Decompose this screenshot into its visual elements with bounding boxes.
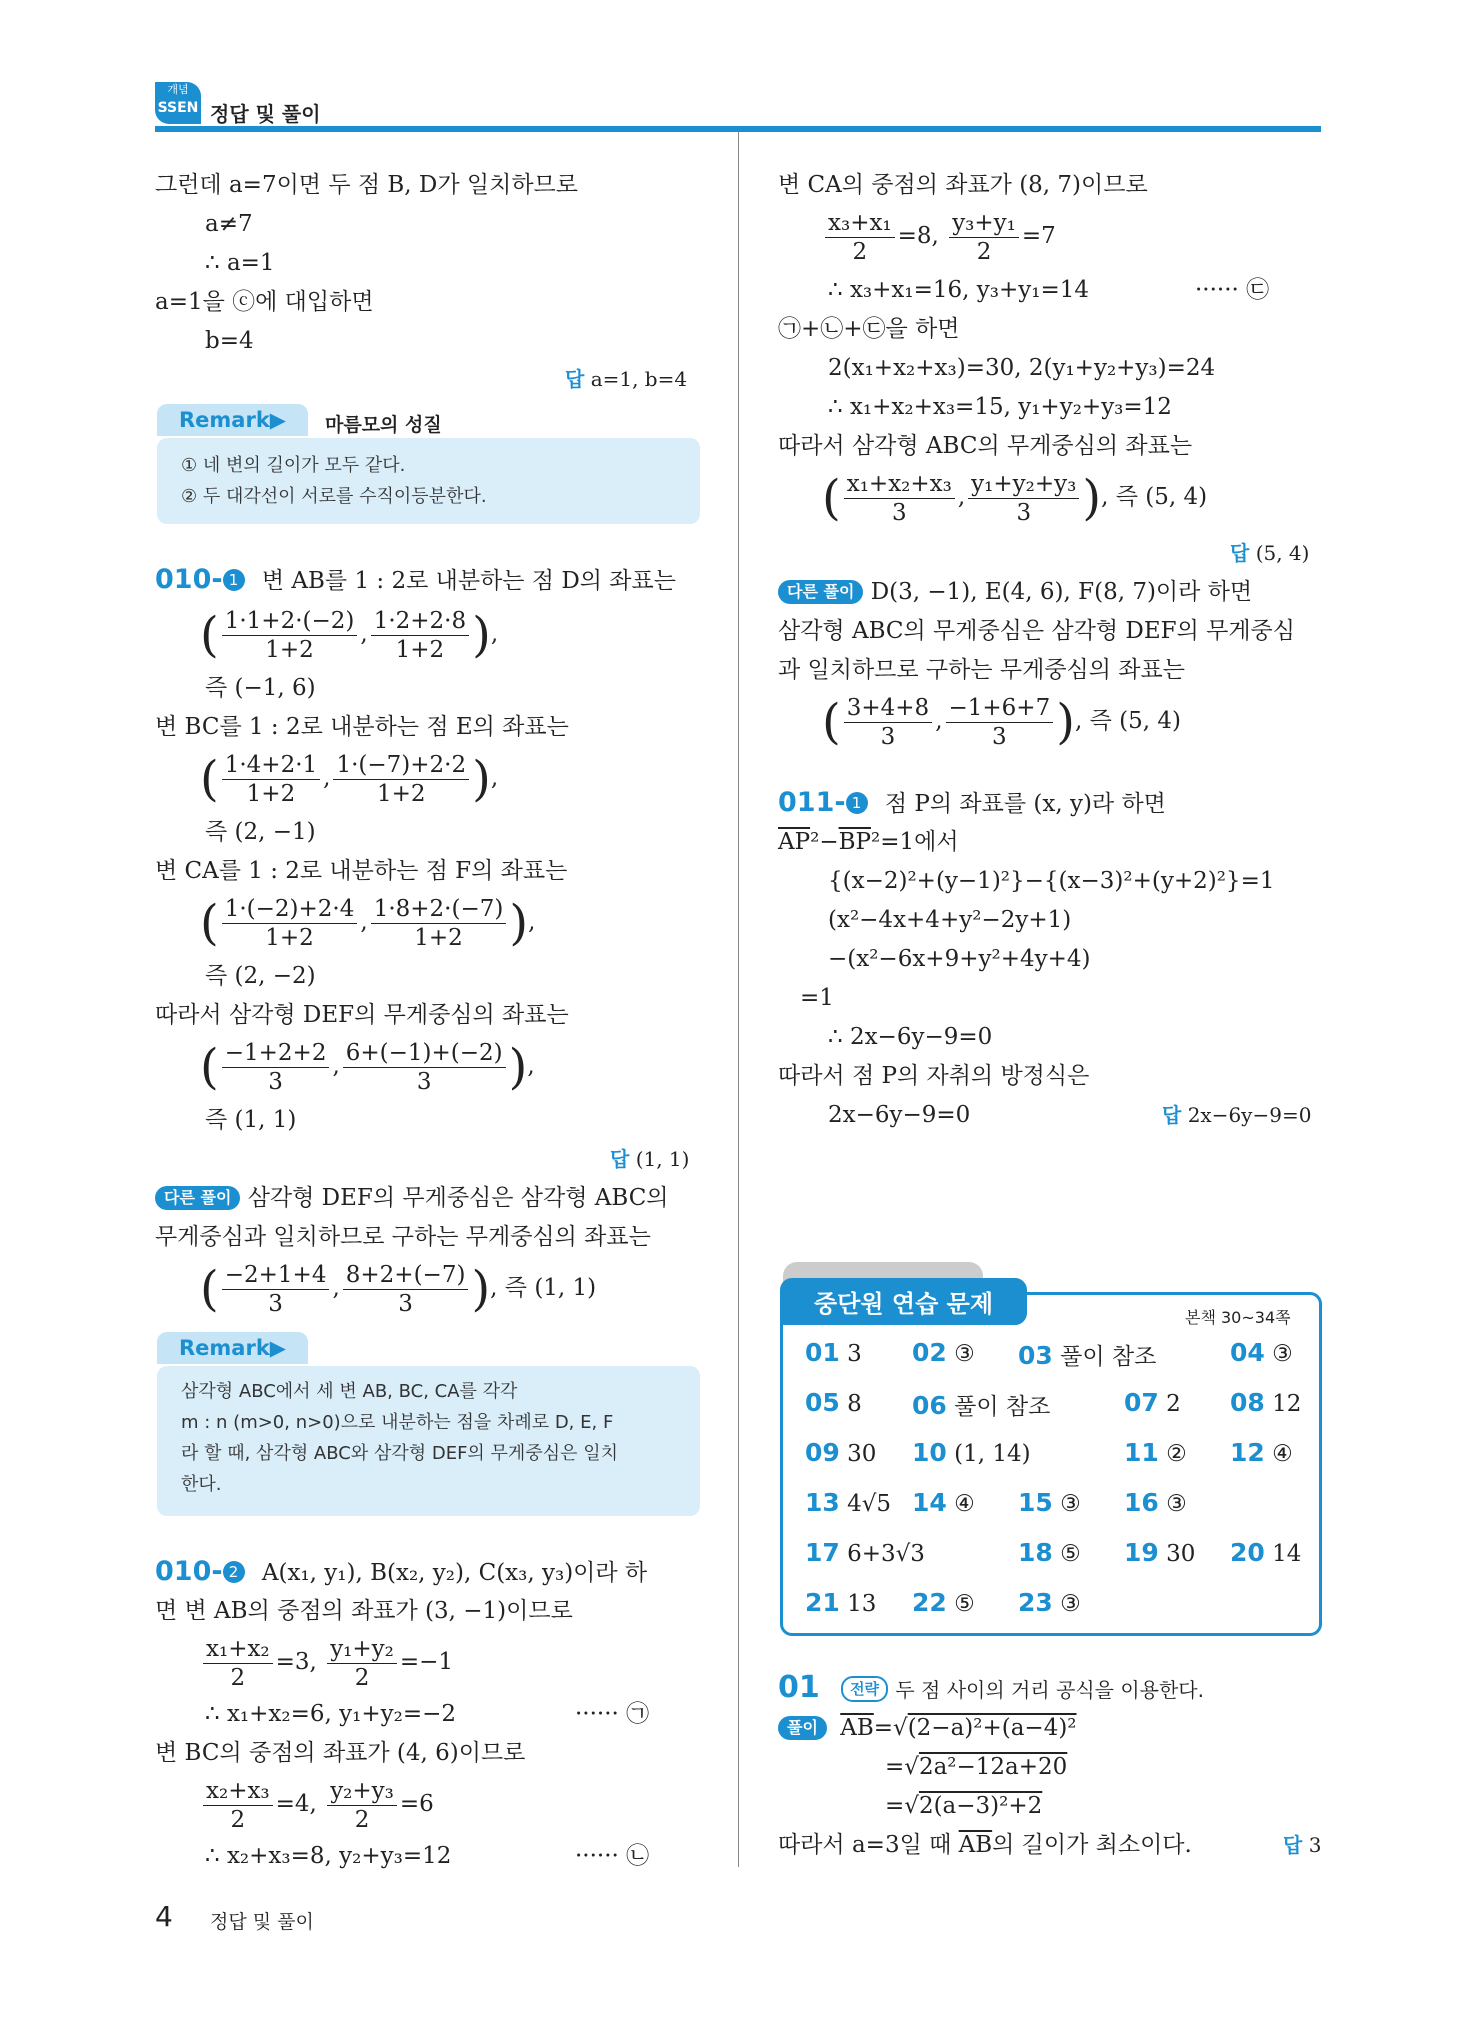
practice-item-number: 22 (912, 1588, 947, 1617)
practice-item-answer: 6+3√3 (839, 1541, 925, 1567)
problem-010-2-heading (155, 1557, 647, 1588)
page-number: 4 (155, 1900, 173, 1933)
question-number: 01 (778, 1670, 820, 1705)
answer-line (1230, 538, 1309, 568)
practice-item-number: 07 (1124, 1388, 1159, 1417)
number-circle-icon: 1 (846, 792, 868, 814)
practice-title: 중단원 연습 문제 (780, 1278, 1027, 1325)
practice-answer-item (1018, 1488, 1081, 1517)
text-line: 따라서 삼각형 DEF의 무게중심의 좌표는 (155, 1002, 569, 1028)
practice-item-number: 05 (805, 1388, 840, 1417)
text-line: ∴ 2x−6y−9=0 (828, 1024, 993, 1050)
number-circle-icon: 1 (223, 569, 245, 591)
practice-answer-item (912, 1588, 975, 1617)
practice-item-number: 19 (1124, 1538, 1159, 1567)
answer-icon: 답 (1283, 1833, 1303, 1857)
text-line: b=4 (205, 328, 254, 354)
text-line: ㉠+㉡+㉢을 하면 (778, 316, 960, 342)
problem-intro: A(x₁, y₁), B(x₂, y₂), C(x₃, y₃)이라 하 (261, 1560, 648, 1586)
practice-answer-item (912, 1338, 975, 1367)
practice-answer-item (912, 1438, 1031, 1467)
practice-answer-item (805, 1388, 862, 1417)
practice-item-number: 06 (912, 1391, 947, 1420)
coord-expr-f: ( $\frac{1\cdot(-2)+2\cdot 4}{1+2}$ , $\frac{1\cdot 8+2\cdot(-7)}{1+2}$ ), (200, 895, 536, 951)
remark-item: m : n (m>0, n>0)으로 내분하는 점을 차례로 D, E, F (181, 1412, 614, 1433)
alt-solution-line (778, 577, 1252, 607)
practice-answer-item (1124, 1388, 1181, 1417)
answer-value: (1, 1) (635, 1147, 690, 1171)
practice-answer-item (1124, 1538, 1195, 1567)
text-line: (x²−4x+4+y²−2y+1) (828, 907, 1072, 933)
answer-value: 2x−6y−9=0 (1187, 1103, 1312, 1127)
answer-line (565, 364, 687, 394)
equation-tag: ······ ㉡ (575, 1843, 650, 1869)
practice-item-answer: 풀이 참조 (1052, 1344, 1157, 1370)
practice-item-number: 18 (1018, 1538, 1053, 1567)
alt-text: 삼각형 DEF의 무게중심은 삼각형 ABC의 (247, 1185, 669, 1211)
problem-intro: 점 P의 좌표를 (x, y)라 하면 (884, 791, 1166, 817)
practice-item-answer: 30 (839, 1441, 877, 1467)
answer-value: (5, 4) (1255, 541, 1310, 565)
midpoint-eq-bc: $\frac{\text{x₂+x₃}}{2}$ =4, $\frac{\text{y₂+y₃}}{2}$ =6 (200, 1774, 434, 1834)
text-line: 삼각형 ABC의 무게중심은 삼각형 DEF의 무게중심 (778, 618, 1295, 644)
text-line: −(x²−6x+9+y²+4y+4) (828, 946, 1091, 972)
remark-item: 한다. (181, 1474, 222, 1495)
practice-answer-item (1124, 1488, 1187, 1517)
remark-box-1 (157, 408, 700, 524)
answer-value: 3 (1308, 1833, 1322, 1857)
text-line: 변 BC를 1 : 2로 내분하는 점 E의 좌표는 (155, 714, 569, 740)
practice-item-answer: 30 (1158, 1541, 1196, 1567)
practice-answer-item (1018, 1338, 1156, 1371)
practice-answer-item (1018, 1588, 1081, 1617)
q01-heading (778, 1670, 1204, 1705)
solution-badge: 풀이 (778, 1716, 827, 1740)
practice-item-answer: ② (1158, 1441, 1187, 1467)
result-line: 즉 (2, −1) (205, 819, 316, 845)
practice-answer-item (805, 1338, 862, 1367)
practice-answer-item (805, 1588, 876, 1617)
solution-line-1: 풀이 $\overline{AB}=√(2-a)^2+(a-4)^2$ (778, 1713, 1077, 1743)
text-line: a≠7 (205, 211, 253, 237)
practice-answer-item (1018, 1538, 1081, 1567)
practice-item-answer: 2 (1158, 1391, 1181, 1417)
practice-item-number: 17 (805, 1538, 840, 1567)
remark-title: 마름모의 성질 (325, 414, 442, 436)
equation-tag: ······ ㉠ (575, 1701, 650, 1727)
practice-answer-item (912, 1388, 1050, 1421)
result-line: 즉 (2, −2) (205, 963, 316, 989)
coord-expr-alt: ( $\frac{3+4+8}{3}$ , $\frac{-1+6+7}{3}$ ), 즉 (5, 4) (822, 694, 1181, 750)
practice-answer-item (805, 1488, 891, 1517)
coord-expr-alt: ( $\frac{-2+1+4}{3}$ , $\frac{8+2+(-7)}{3}$ ), 즉 (1, 1) (200, 1261, 597, 1317)
practice-item-answer: ④ (946, 1491, 975, 1517)
strategy-text: 두 점 사이의 거리 공식을 이용한다. (895, 1678, 1204, 1702)
answer-line (1283, 1830, 1321, 1860)
practice-answer-item (1230, 1438, 1293, 1467)
text-line: 면 변 AB의 중점의 좌표가 (3, −1)이므로 (155, 1598, 573, 1624)
text-line: ∴ a=1 (205, 250, 275, 276)
problem-011-1-heading (778, 788, 1166, 819)
answer-icon: 답 (610, 1147, 630, 1171)
alt-text: D(3, −1), E(4, 6), F(8, 7)이라 하면 (870, 579, 1253, 605)
equation-tag: ······ ㉢ (1195, 277, 1270, 303)
practice-item-number: 14 (912, 1488, 947, 1517)
practice-item-answer: 14 (1264, 1541, 1302, 1567)
practice-item-number: 02 (912, 1338, 947, 1367)
text-line: 변 CA의 중점의 좌표가 (8, 7)이므로 (778, 172, 1148, 198)
conclusion-line: 따라서 a=3일 때 $\overline{AB}$의 길이가 최소이다. (778, 1832, 1192, 1858)
alt-solution-badge: 다른 풀이 (778, 580, 863, 604)
result-line: 즉 (−1, 6) (205, 675, 316, 701)
practice-item-answer: 13 (839, 1591, 877, 1617)
practice-item-number: 12 (1230, 1438, 1265, 1467)
practice-item-number: 03 (1018, 1341, 1053, 1370)
logo-bottom: SSEN (157, 100, 199, 116)
problem-number: 010- (155, 564, 223, 595)
practice-item-answer: 3 (839, 1341, 862, 1367)
answer-value: a=1, b=4 (590, 367, 688, 391)
practice-item-answer: ③ (946, 1341, 975, 1367)
practice-item-number: 20 (1230, 1538, 1265, 1567)
text-line: 따라서 점 P의 자취의 방정식은 (778, 1063, 1090, 1089)
coord-expr-e: ( $\frac{1\cdot 4+2\cdot 1}{1+2}$ , $\frac{1\cdot(-7)+2\cdot 2}{1+2}$ ), (200, 751, 499, 807)
result-line: ∴ x₃+x₁=16, y₃+y₁=14 (828, 277, 1089, 303)
practice-item-answer: ⑤ (946, 1591, 975, 1617)
solution-line-2: =√2a²−12a+20 (885, 1754, 1068, 1780)
answer-line (610, 1144, 689, 1174)
alt-solution-line (155, 1183, 669, 1213)
practice-answer-item (1230, 1338, 1293, 1367)
text-line: 2(x₁+x₂+x₃)=30, 2(y₁+y₂+y₃)=24 (828, 355, 1216, 381)
answer-icon: 답 (1162, 1103, 1182, 1127)
practice-answer-item (1230, 1538, 1301, 1567)
text-line: =1 (800, 985, 834, 1011)
midpoint-eq-ca: $\frac{\text{x₃+x₁}}{2}$ =8, $\frac{\text{y₃+y₁}}{2}$ =7 (822, 206, 1056, 266)
practice-answer-item (805, 1438, 876, 1467)
remark-tab: Remark▶ (157, 404, 308, 436)
practice-item-number: 21 (805, 1588, 840, 1617)
answer-icon: 답 (1230, 541, 1250, 565)
text-line: $\overline{AP}^2-\overline{BP}^2=1$에서 (778, 829, 959, 855)
result-line: ∴ x₁+x₂=6, y₁+y₂=−2 (205, 1701, 457, 1727)
practice-item-number: 01 (805, 1338, 840, 1367)
header-logo (155, 82, 201, 124)
logo-top: 개념 (167, 83, 189, 96)
strategy-badge: 전략 (841, 1676, 888, 1702)
practice-item-answer: 12 (1264, 1391, 1302, 1417)
text-line: 변 BC의 중점의 좌표가 (4, 6)이므로 (155, 1740, 526, 1766)
midpoint-eq-ab: $\frac{\text{x₁+x₂}}{2}$ =3, $\frac{\text{y₁+y₂}}{2}$ =−1 (200, 1632, 453, 1692)
practice-answer-item (1124, 1438, 1187, 1467)
practice-item-number: 13 (805, 1488, 840, 1517)
header-title: 정답 및 풀이 (210, 102, 321, 126)
practice-item-number: 09 (805, 1438, 840, 1467)
practice-item-number: 15 (1018, 1488, 1053, 1517)
practice-item-answer: 8 (839, 1391, 862, 1417)
text-line: 변 CA를 1 : 2로 내분하는 점 F의 좌표는 (155, 858, 568, 884)
answer-line (1162, 1100, 1311, 1130)
practice-item-number: 23 (1018, 1588, 1053, 1617)
text-line: 따라서 삼각형 ABC의 무게중심의 좌표는 (778, 433, 1193, 459)
practice-item-answer: 4√5 (839, 1491, 892, 1517)
practice-answer-item (805, 1538, 925, 1567)
alt-solution-badge: 다른 풀이 (155, 1186, 240, 1210)
text-line: a=1을 ⓒ에 대입하면 (155, 289, 374, 315)
text-line: ∴ x₁+x₂+x₃=15, y₁+y₂+y₃=12 (828, 394, 1172, 420)
remark-item: ① 네 변의 길이가 모두 같다. (181, 455, 406, 476)
practice-page-ref: 본책 30~34쪽 (1185, 1308, 1291, 1327)
practice-item-answer: ③ (1052, 1491, 1081, 1517)
practice-item-answer: 풀이 참조 (946, 1394, 1051, 1420)
practice-item-answer: ④ (1264, 1441, 1293, 1467)
remark-item: ② 두 대각선이 서로를 수직이등분한다. (181, 486, 487, 507)
text-line: 무게중심과 일치하므로 구하는 무게중심의 좌표는 (155, 1224, 651, 1250)
column-divider (738, 132, 739, 1867)
text-line: 그런데 a=7이면 두 점 B, D가 일치하므로 (155, 172, 578, 198)
practice-item-answer: ③ (1158, 1491, 1187, 1517)
practice-item-answer: (1, 14) (946, 1441, 1031, 1467)
practice-item-answer: ③ (1052, 1591, 1081, 1617)
practice-item-number: 11 (1124, 1438, 1159, 1467)
practice-item-number: 10 (912, 1438, 947, 1467)
remark-box-2 (157, 1336, 700, 1516)
footer-label: 정답 및 풀이 (210, 1911, 314, 1933)
coord-expr-g: ( $\frac{-1+2+2}{3}$ , $\frac{6+(-1)+(-2)}{3}$ ), (200, 1039, 535, 1095)
practice-item-number: 04 (1230, 1338, 1265, 1367)
practice-answer-item (1230, 1388, 1301, 1417)
number-circle-icon: 2 (223, 1561, 245, 1583)
solution-line-3: =√2(a−3)²+2 (885, 1793, 1043, 1819)
remark-tab: Remark▶ (157, 1332, 308, 1364)
result-line: ∴ x₂+x₃=8, y₂+y₃=12 (205, 1843, 452, 1869)
problem-number: 010- (155, 1556, 223, 1587)
result-line: 즉 (1, 1) (205, 1107, 297, 1133)
practice-item-answer: ③ (1264, 1341, 1293, 1367)
problem-010-1-heading (155, 565, 676, 596)
practice-item-answer: ⑤ (1052, 1541, 1081, 1567)
practice-item-number: 16 (1124, 1488, 1159, 1517)
coord-expr-abc: ( $\frac{\text{x₁+x₂+x₃}}{3}$ , $\frac{\text{y₁+y₂+y₃}}{3}$ ), 즉 (5, 4) (822, 470, 1208, 526)
problem-number: 011- (778, 787, 846, 818)
remark-item: 삼각형 ABC에서 세 변 AB, BC, CA를 각각 (181, 1381, 518, 1402)
problem-intro: 변 AB를 1 : 2로 내분하는 점 D의 좌표는 (261, 568, 676, 594)
practice-item-number: 08 (1230, 1388, 1265, 1417)
text-line: 과 일치하므로 구하는 무게중심의 좌표는 (778, 657, 1185, 683)
text-line: 2x−6y−9=0 (828, 1102, 971, 1128)
text-line: {(x−2)²+(y−1)²}−{(x−3)²+(y+2)²}=1 (828, 868, 1275, 894)
coord-expr-d: ( $\frac{1\cdot 1+2\cdot(-2)}{1+2}$ , $\frac{1\cdot 2+2\cdot 8}{1+2}$ ), (200, 607, 499, 663)
practice-answer-item (912, 1488, 975, 1517)
answer-icon: 답 (565, 367, 585, 391)
remark-item: 라 할 때, 삼각형 ABC와 삼각형 DEF의 무게중심은 일치 (181, 1443, 618, 1464)
